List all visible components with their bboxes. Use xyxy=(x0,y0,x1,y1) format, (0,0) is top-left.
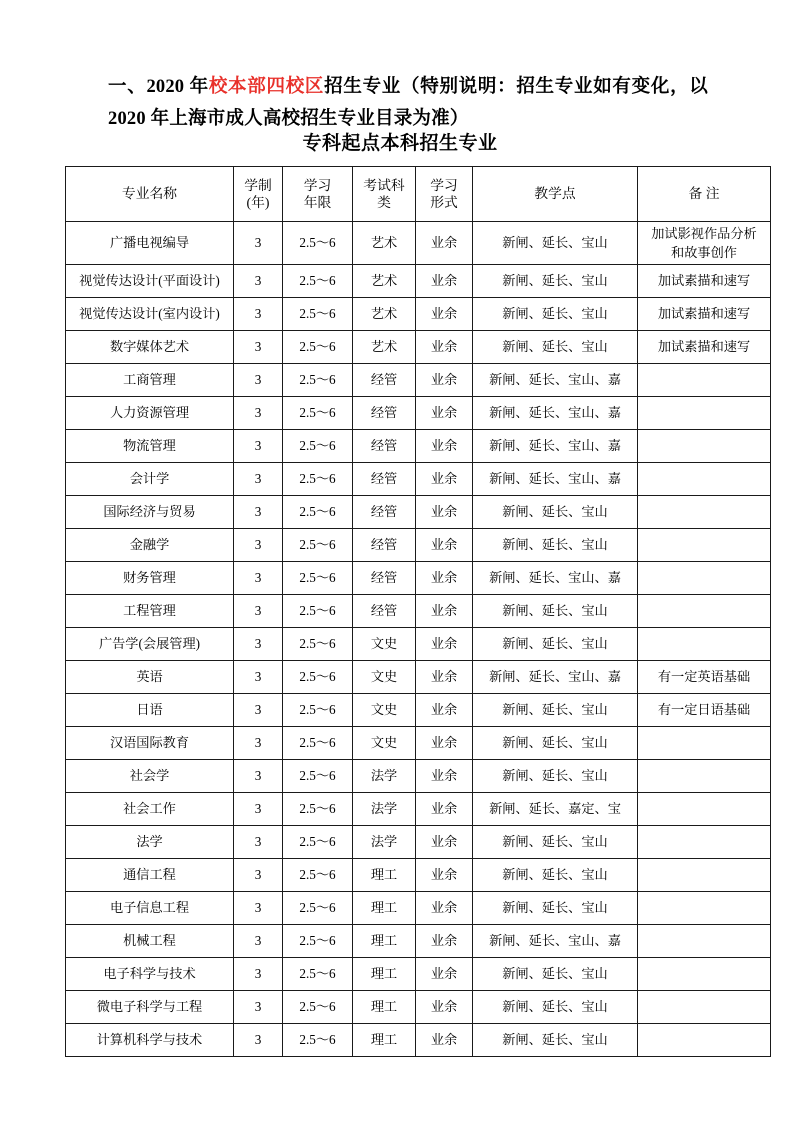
cell-study-form: 业余 xyxy=(416,595,473,628)
cell-system-years: 3 xyxy=(234,991,283,1024)
col-header-study-duration xyxy=(283,167,353,222)
cell-study-duration: 2.5～6 xyxy=(283,529,353,562)
cell-system-years: 3 xyxy=(234,364,283,397)
cell-study-duration: 2.5～6 xyxy=(283,364,353,397)
cell-major-name: 微电子科学与工程 xyxy=(66,991,234,1024)
cell-remark xyxy=(638,397,771,430)
cell-system-years: 3 xyxy=(234,265,283,298)
cell-study-duration: 2.5～6 xyxy=(283,222,353,265)
majors-table-container xyxy=(65,166,757,1057)
cell-system-years: 3 xyxy=(234,826,283,859)
cell-major-name: 电子科学与技术 xyxy=(66,958,234,991)
cell-study-form: 业余 xyxy=(416,463,473,496)
col-header-system-years-line2: (年) xyxy=(246,195,270,210)
cell-exam-subject: 理工 xyxy=(353,892,416,925)
cell-system-years: 3 xyxy=(234,298,283,331)
cell-study-form: 业余 xyxy=(416,364,473,397)
cell-system-years: 3 xyxy=(234,727,283,760)
col-header-system-years xyxy=(234,167,283,222)
cell-study-form: 业余 xyxy=(416,892,473,925)
cell-remark xyxy=(638,496,771,529)
table-row xyxy=(66,958,771,991)
cell-study-duration: 2.5～6 xyxy=(283,925,353,958)
col-header-major-name: 专业名称 xyxy=(66,167,234,222)
cell-teaching-site: 新闸、延长、宝山 xyxy=(473,496,638,529)
cell-study-duration: 2.5～6 xyxy=(283,859,353,892)
cell-major-name: 电子信息工程 xyxy=(66,892,234,925)
cell-major-name: 广播电视编导 xyxy=(66,222,234,265)
table-row xyxy=(66,364,771,397)
cell-teaching-site: 新闸、延长、宝山 xyxy=(473,727,638,760)
cell-teaching-site: 新闸、延长、宝山 xyxy=(473,991,638,1024)
table-row xyxy=(66,793,771,826)
cell-major-name: 数字媒体艺术 xyxy=(66,331,234,364)
cell-study-duration: 2.5～6 xyxy=(283,397,353,430)
cell-teaching-site: 新闸、延长、宝山、嘉 xyxy=(473,661,638,694)
cell-remark xyxy=(638,1024,771,1057)
col-header-system-years-line1: 学制 xyxy=(244,178,272,193)
cell-system-years: 3 xyxy=(234,529,283,562)
cell-study-duration: 2.5～6 xyxy=(283,331,353,364)
cell-remark-line1: 加试影视作品分析 xyxy=(651,226,757,241)
table-title: 专科起点本科招生专业 xyxy=(302,133,498,154)
cell-exam-subject: 经管 xyxy=(353,529,416,562)
cell-study-duration: 2.5～6 xyxy=(283,661,353,694)
cell-major-name: 机械工程 xyxy=(66,925,234,958)
cell-teaching-site: 新闸、延长、宝山、嘉 xyxy=(473,364,638,397)
cell-system-years: 3 xyxy=(234,925,283,958)
heading-suffix: 招生专业（特别说明：招生专业如有变化，以 2020 年上海市成人高校招生专业目录为准） xyxy=(108,76,709,129)
cell-study-duration: 2.5～6 xyxy=(283,298,353,331)
majors-table xyxy=(65,166,771,1057)
cell-remark xyxy=(638,925,771,958)
cell-remark xyxy=(638,793,771,826)
cell-study-form: 业余 xyxy=(416,661,473,694)
cell-remark xyxy=(638,958,771,991)
cell-exam-subject: 艺术 xyxy=(353,331,416,364)
cell-exam-subject: 理工 xyxy=(353,925,416,958)
cell-teaching-site: 新闸、延长、宝山 xyxy=(473,331,638,364)
cell-exam-subject: 经管 xyxy=(353,496,416,529)
cell-remark xyxy=(638,364,771,397)
cell-study-form: 业余 xyxy=(416,529,473,562)
cell-exam-subject: 经管 xyxy=(353,463,416,496)
col-header-exam-subject xyxy=(353,167,416,222)
table-row xyxy=(66,529,771,562)
table-row xyxy=(66,397,771,430)
col-header-remark: 备 注 xyxy=(638,167,771,222)
table-row xyxy=(66,265,771,298)
cell-teaching-site: 新闸、延长、宝山、嘉 xyxy=(473,430,638,463)
table-header xyxy=(66,167,771,222)
cell-study-duration: 2.5～6 xyxy=(283,265,353,298)
cell-exam-subject: 理工 xyxy=(353,859,416,892)
cell-exam-subject: 艺术 xyxy=(353,265,416,298)
cell-study-form: 业余 xyxy=(416,793,473,826)
cell-study-duration: 2.5～6 xyxy=(283,628,353,661)
cell-teaching-site: 新闸、延长、宝山、嘉 xyxy=(473,397,638,430)
cell-remark: 加试素描和速写 xyxy=(638,298,771,331)
cell-study-duration: 2.5～6 xyxy=(283,958,353,991)
cell-major-name: 财务管理 xyxy=(66,562,234,595)
cell-exam-subject: 法学 xyxy=(353,793,416,826)
col-header-teaching-site: 教学点 xyxy=(473,167,638,222)
col-header-study-duration-line2: 年限 xyxy=(303,195,332,210)
cell-major-name: 视觉传达设计(室内设计) xyxy=(66,298,234,331)
table-row xyxy=(66,430,771,463)
cell-teaching-site: 新闸、延长、宝山 xyxy=(473,760,638,793)
cell-teaching-site: 新闸、延长、宝山 xyxy=(473,958,638,991)
heading-highlight: 校本部四校区 xyxy=(208,76,325,97)
cell-system-years: 3 xyxy=(234,628,283,661)
cell-study-form: 业余 xyxy=(416,331,473,364)
cell-teaching-site: 新闸、延长、宝山 xyxy=(473,595,638,628)
cell-study-form: 业余 xyxy=(416,925,473,958)
cell-remark xyxy=(638,859,771,892)
cell-study-form: 业余 xyxy=(416,859,473,892)
cell-major-name: 计算机科学与技术 xyxy=(66,1024,234,1057)
cell-remark xyxy=(638,529,771,562)
cell-remark xyxy=(638,430,771,463)
cell-system-years: 3 xyxy=(234,1024,283,1057)
cell-teaching-site: 新闸、延长、宝山 xyxy=(473,826,638,859)
table-row xyxy=(66,925,771,958)
cell-teaching-site: 新闸、延长、宝山 xyxy=(473,694,638,727)
cell-study-duration: 2.5～6 xyxy=(283,892,353,925)
table-row xyxy=(66,892,771,925)
cell-teaching-site: 新闸、延长、宝山 xyxy=(473,1024,638,1057)
table-row xyxy=(66,991,771,1024)
cell-study-duration: 2.5～6 xyxy=(283,595,353,628)
cell-system-years: 3 xyxy=(234,760,283,793)
cell-exam-subject: 理工 xyxy=(353,991,416,1024)
cell-remark xyxy=(638,727,771,760)
cell-study-form: 业余 xyxy=(416,760,473,793)
table-row xyxy=(66,661,771,694)
table-row xyxy=(66,496,771,529)
cell-remark xyxy=(638,222,771,265)
cell-major-name: 工程管理 xyxy=(66,595,234,628)
cell-system-years: 3 xyxy=(234,430,283,463)
cell-system-years: 3 xyxy=(234,892,283,925)
cell-teaching-site: 新闸、延长、宝山 xyxy=(473,628,638,661)
cell-major-name: 汉语国际教育 xyxy=(66,727,234,760)
cell-study-form: 业余 xyxy=(416,694,473,727)
cell-system-years: 3 xyxy=(234,694,283,727)
cell-system-years: 3 xyxy=(234,397,283,430)
cell-remark: 有一定日语基础 xyxy=(638,694,771,727)
cell-exam-subject: 经管 xyxy=(353,397,416,430)
col-header-study-form-line2: 形式 xyxy=(430,195,458,210)
cell-exam-subject: 艺术 xyxy=(353,298,416,331)
cell-study-duration: 2.5～6 xyxy=(283,463,353,496)
cell-teaching-site: 新闸、延长、宝山 xyxy=(473,892,638,925)
table-row xyxy=(66,826,771,859)
table-row xyxy=(66,331,771,364)
cell-major-name: 法学 xyxy=(66,826,234,859)
table-header-row xyxy=(66,167,771,222)
cell-exam-subject: 理工 xyxy=(353,958,416,991)
table-row xyxy=(66,760,771,793)
cell-teaching-site: 新闸、延长、宝山 xyxy=(473,529,638,562)
col-header-exam-subject-line1: 考试科 xyxy=(363,178,405,193)
cell-major-name: 社会工作 xyxy=(66,793,234,826)
cell-remark: 加试素描和速写 xyxy=(638,265,771,298)
cell-system-years: 3 xyxy=(234,463,283,496)
table-row xyxy=(66,628,771,661)
col-header-study-duration-line1: 学习 xyxy=(303,178,332,193)
cell-major-name: 人力资源管理 xyxy=(66,397,234,430)
cell-major-name: 国际经济与贸易 xyxy=(66,496,234,529)
cell-remark: 加试素描和速写 xyxy=(638,331,771,364)
cell-study-form: 业余 xyxy=(416,496,473,529)
cell-major-name: 金融学 xyxy=(66,529,234,562)
cell-remark xyxy=(638,826,771,859)
cell-exam-subject: 经管 xyxy=(353,562,416,595)
cell-teaching-site: 新闸、延长、宝山 xyxy=(473,298,638,331)
table-row xyxy=(66,463,771,496)
cell-exam-subject: 艺术 xyxy=(353,222,416,265)
cell-exam-subject: 文史 xyxy=(353,694,416,727)
cell-study-duration: 2.5～6 xyxy=(283,694,353,727)
cell-major-name: 广告学(会展管理) xyxy=(66,628,234,661)
page-heading xyxy=(108,71,708,135)
cell-exam-subject: 法学 xyxy=(353,826,416,859)
cell-exam-subject: 经管 xyxy=(353,430,416,463)
cell-study-form: 业余 xyxy=(416,298,473,331)
heading-prefix: 一、2020 年 xyxy=(108,76,209,97)
cell-major-name: 会计学 xyxy=(66,463,234,496)
table-row xyxy=(66,1024,771,1057)
col-header-study-form xyxy=(416,167,473,222)
cell-remark xyxy=(638,463,771,496)
cell-major-name: 物流管理 xyxy=(66,430,234,463)
cell-system-years: 3 xyxy=(234,562,283,595)
cell-study-duration: 2.5～6 xyxy=(283,727,353,760)
cell-exam-subject: 文史 xyxy=(353,628,416,661)
table-row xyxy=(66,595,771,628)
table-row xyxy=(66,298,771,331)
cell-study-duration: 2.5～6 xyxy=(283,826,353,859)
cell-exam-subject: 文史 xyxy=(353,661,416,694)
cell-remark-line2: 和故事创作 xyxy=(671,245,737,260)
cell-study-form: 业余 xyxy=(416,397,473,430)
cell-remark xyxy=(638,562,771,595)
cell-study-form: 业余 xyxy=(416,430,473,463)
table-row xyxy=(66,562,771,595)
cell-teaching-site: 新闸、延长、宝山 xyxy=(473,265,638,298)
col-header-exam-subject-line2: 类 xyxy=(377,195,391,210)
cell-system-years: 3 xyxy=(234,595,283,628)
cell-major-name: 英语 xyxy=(66,661,234,694)
cell-teaching-site: 新闸、延长、宝山、嘉 xyxy=(473,562,638,595)
cell-study-duration: 2.5～6 xyxy=(283,562,353,595)
cell-study-duration: 2.5～6 xyxy=(283,1024,353,1057)
col-header-study-form-line1: 学习 xyxy=(430,178,458,193)
cell-teaching-site: 新闸、延长、宝山 xyxy=(473,859,638,892)
cell-study-duration: 2.5～6 xyxy=(283,793,353,826)
cell-major-name: 工商管理 xyxy=(66,364,234,397)
cell-remark xyxy=(638,628,771,661)
cell-study-form: 业余 xyxy=(416,991,473,1024)
cell-system-years: 3 xyxy=(234,496,283,529)
cell-study-duration: 2.5～6 xyxy=(283,430,353,463)
cell-study-form: 业余 xyxy=(416,727,473,760)
cell-teaching-site: 新闸、延长、宝山、嘉 xyxy=(473,925,638,958)
cell-exam-subject: 文史 xyxy=(353,727,416,760)
cell-major-name: 日语 xyxy=(66,694,234,727)
cell-teaching-site: 新闸、延长、宝山、嘉 xyxy=(473,463,638,496)
cell-exam-subject: 理工 xyxy=(353,1024,416,1057)
cell-study-duration: 2.5～6 xyxy=(283,760,353,793)
cell-study-form: 业余 xyxy=(416,265,473,298)
cell-remark xyxy=(638,760,771,793)
cell-teaching-site: 新闸、延长、嘉定、宝 xyxy=(473,793,638,826)
cell-system-years: 3 xyxy=(234,661,283,694)
cell-study-duration: 2.5～6 xyxy=(283,496,353,529)
cell-exam-subject: 经管 xyxy=(353,364,416,397)
table-row xyxy=(66,222,771,265)
cell-system-years: 3 xyxy=(234,331,283,364)
cell-system-years: 3 xyxy=(234,859,283,892)
cell-study-form: 业余 xyxy=(416,222,473,265)
cell-study-duration: 2.5～6 xyxy=(283,991,353,1024)
table-row xyxy=(66,694,771,727)
cell-remark xyxy=(638,892,771,925)
cell-major-name: 视觉传达设计(平面设计) xyxy=(66,265,234,298)
cell-study-form: 业余 xyxy=(416,628,473,661)
cell-system-years: 3 xyxy=(234,958,283,991)
table-row xyxy=(66,859,771,892)
cell-remark: 有一定英语基础 xyxy=(638,661,771,694)
cell-study-form: 业余 xyxy=(416,826,473,859)
cell-remark xyxy=(638,991,771,1024)
cell-exam-subject: 经管 xyxy=(353,595,416,628)
table-row xyxy=(66,727,771,760)
cell-study-form: 业余 xyxy=(416,1024,473,1057)
cell-system-years: 3 xyxy=(234,793,283,826)
cell-teaching-site: 新闸、延长、宝山 xyxy=(473,222,638,265)
table-body xyxy=(66,222,771,1057)
cell-major-name: 社会学 xyxy=(66,760,234,793)
cell-major-name: 通信工程 xyxy=(66,859,234,892)
cell-study-form: 业余 xyxy=(416,958,473,991)
cell-study-form: 业余 xyxy=(416,562,473,595)
cell-exam-subject: 法学 xyxy=(353,760,416,793)
cell-system-years: 3 xyxy=(234,222,283,265)
cell-remark xyxy=(638,595,771,628)
